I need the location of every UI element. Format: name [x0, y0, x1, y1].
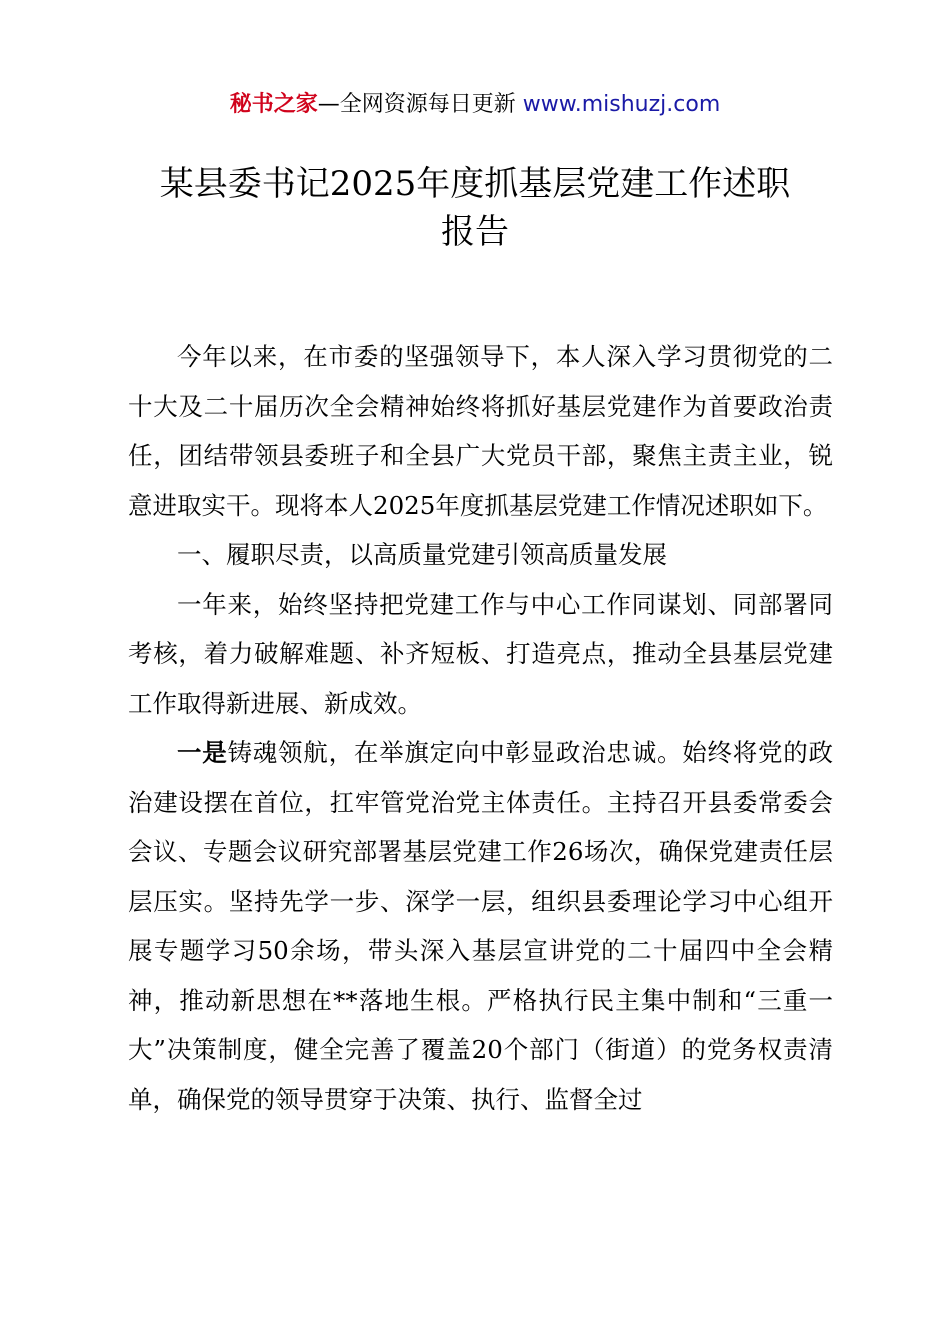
site-banner	[0, 88, 950, 122]
site-url-link[interactable]: www.mishuzj.com	[522, 92, 721, 117]
brand-name: 秘书之家	[229, 92, 318, 117]
paragraph-overview: 一年来，始终坚持把党建工作与中心工作同谋划、同部署同考核，着力破解难题、补齐短板、打造亮点，推动全县基层党建工作取得新进展、新成效。	[128, 589, 833, 718]
banner-tagline: —全网资源每日更新	[317, 92, 523, 117]
title-line-1: 某县委书记2025年度抓基层党建工作述职	[159, 164, 791, 204]
point-lead: 一是	[177, 738, 228, 767]
document-title	[100, 160, 850, 256]
section-heading-1: 一、履职尽责，以高质量党建引领高质量发展	[177, 540, 667, 569]
paragraph-point-1: 一是铸魂领航，在举旗定向中彰显政治忠诚。始终将党的政治建设摆在首位，扛牢管党治党主体责任。主持召开县委常委会会议、专题会议研究部署基层党建工作26场次，确保党建责任层层压实。坚持先学一步、深学一层，组织县委理论学习中心组开展专题学习50余场，带头深入基层宣讲党的二十届四中全会精神，推动新思想在**落地生根。严格执行民主集中制和“三重一大”决策制度，健全完善了覆盖20个部门（街道）的党务权责清单，确保党的领导贯穿于决策、执行、监督全过	[128, 738, 834, 1114]
paragraph-intro: 今年以来，在市委的坚强领导下，本人深入学习贯彻党的二十大及二十届历次全会精神始终将抓好基层党建作为首要政治责任，团结带领县委班子和全县广大党员干部，聚焦主责主业，锐意进取实干。现将本人2025年度抓基层党建工作情况述职如下。	[128, 342, 833, 520]
title-line-2: 报告	[441, 212, 509, 252]
document-body	[128, 332, 833, 1124]
